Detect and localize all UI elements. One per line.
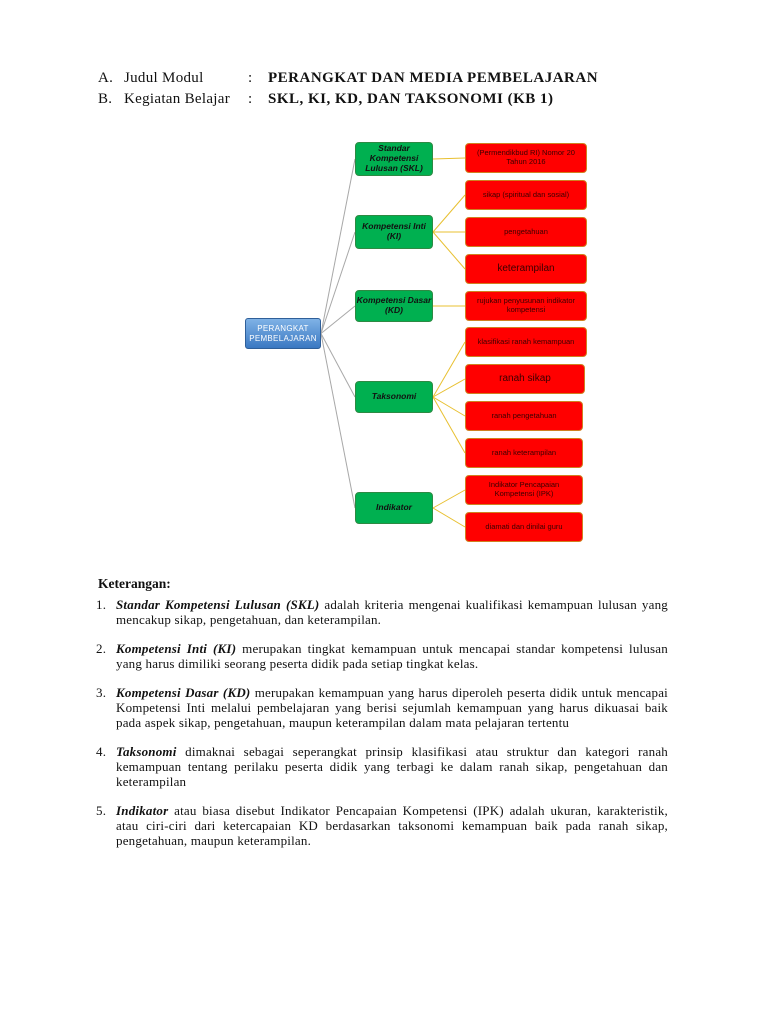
connector-line — [433, 490, 465, 508]
leaf-node: ranah pengetahuan — [465, 401, 583, 431]
connector-line — [433, 508, 465, 527]
keterangan-list — [96, 597, 668, 862]
connector-line — [433, 232, 465, 269]
connector-line — [321, 334, 355, 398]
connector-line — [433, 158, 465, 159]
list-number: 2. — [96, 641, 107, 656]
list-text: atau biasa disebut Indikator Pencapaian Kompetensi (IPK) adalah ukuran, karakteristik, atau ciri-ciri dari ketercapaian KD berdasarkan taksonomi kemampuan baik pada ranah sikap, pengetahuan, maupun keterampilan. — [116, 803, 668, 848]
row-label: Kegiatan Belajar — [124, 91, 230, 107]
list-text: adalah kriteria mengenai kualifikasi kemampuan lulusan yang mencakup sikap, pengetahuan, dan keterampilan. — [116, 597, 668, 627]
leaf-node: rujukan penyusunan indikator kompetensi — [465, 291, 587, 321]
list-number: 5. — [96, 803, 107, 818]
leaf-node: sikap (spiritual dan sosial) — [465, 180, 587, 210]
root-node-perangkat-pembelajaran: PERANGKAT PEMBELAJARAN — [245, 318, 321, 349]
list-item — [96, 803, 668, 848]
leaf-node: keterampilan — [465, 254, 587, 284]
leaf-node: Indikator Pencapaian Kompetensi (IPK) — [465, 475, 583, 505]
leaf-node: pengetahuan — [465, 217, 587, 247]
list-item — [96, 597, 668, 627]
list-term: Indikator — [116, 803, 169, 818]
list-term: Taksonomi — [116, 744, 177, 759]
row-label: Judul Modul — [124, 70, 204, 86]
leaf-node: ranah sikap — [465, 364, 585, 394]
leaf-node: ranah keterampilan — [465, 438, 583, 468]
module-title: PERANGKAT DAN MEDIA PEMBELAJARAN — [268, 70, 599, 86]
list-item — [96, 685, 668, 730]
branch-node: Standar Kompetensi Lulusan (SKL) — [355, 142, 433, 176]
list-term: Kompetensi Dasar (KD) — [116, 685, 251, 700]
connector-line — [433, 397, 465, 416]
row-letter: B. — [98, 91, 113, 107]
branch-node: Indikator — [355, 492, 433, 524]
branch-node: Kompetensi Inti (KI) — [355, 215, 433, 249]
list-term: Standar Kompetensi Lulusan (SKL) — [116, 597, 320, 612]
branch-node: Kompetensi Dasar (KD) — [355, 290, 433, 322]
row-letter: A. — [98, 70, 114, 86]
list-text: merupakan kemampuan yang harus diperoleh peserta didik untuk mencapai Kompetensi Inti melalui pembelajaran yang berisi sejumlah kemampuan yang harus dikuasai baik pada aspek sikap, pengetahuan, maupun keterampilan dalam mata pelajaran tertentu — [116, 685, 668, 730]
leaf-node: diamati dan dinilai guru — [465, 512, 583, 542]
connector-line — [433, 397, 465, 453]
branch-node: Taksonomi — [355, 381, 433, 413]
leaf-node: (Permendikbud RI) Nomor 20 Tahun 2016 — [465, 143, 587, 173]
row-colon: : — [248, 70, 253, 86]
list-number: 4. — [96, 744, 107, 759]
keterangan-title: Keterangan: — [98, 576, 171, 591]
activity-title: SKL, KI, KD, DAN TAKSONOMI (KB 1) — [268, 91, 554, 107]
list-text: dimaknai sebagai seperangkat prinsip klasifikasi atau struktur dan kategori ranah kemampuan tentang perilaku peserta didik yang terbagi ke dalam ranah sikap, pengetahuan dan keterampilan — [116, 744, 668, 789]
list-term: Kompetensi Inti (KI) — [116, 641, 237, 656]
connector-line — [433, 195, 465, 232]
list-item — [96, 744, 668, 789]
list-text: merupakan tingkat kemampuan untuk mencapai standar kompetensi lulusan yang harus dimiliki seorang peserta didik pada setiap tingkat kelas. — [116, 641, 668, 671]
list-number: 1. — [96, 597, 107, 612]
leaf-node: klasifikasi ranah kemampuan — [465, 327, 587, 357]
connector-line — [321, 334, 355, 509]
list-item — [96, 641, 668, 671]
connector-line — [433, 342, 465, 397]
row-colon: : — [248, 91, 253, 107]
list-number: 3. — [96, 685, 107, 700]
